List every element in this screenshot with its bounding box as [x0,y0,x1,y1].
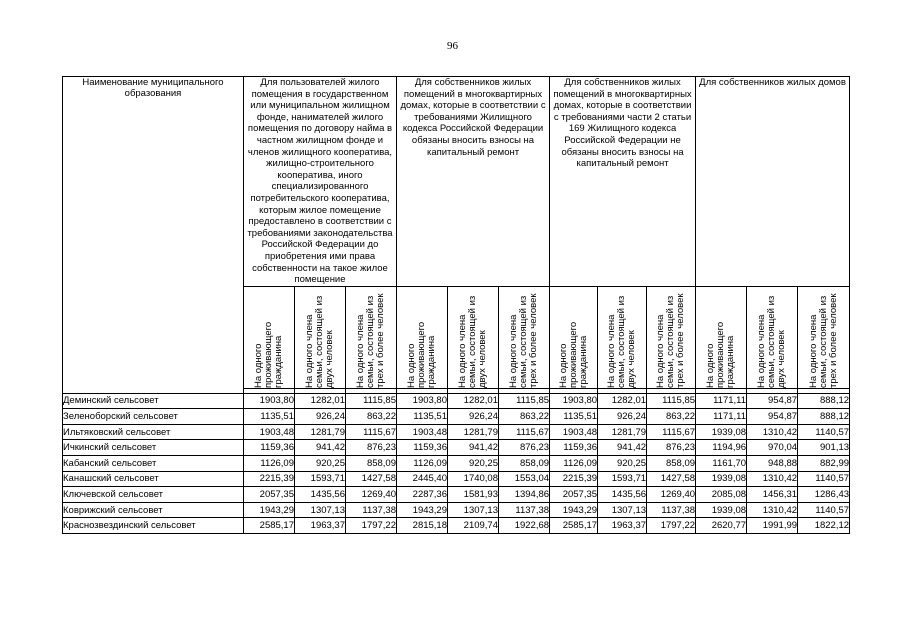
value-cell: 1939,08 [696,424,747,440]
value-cell: 1171,11 [696,409,747,425]
value-cell: 1126,09 [397,456,448,472]
value-cell: 1903,80 [550,393,598,409]
value-cell: 1435,56 [295,487,346,503]
value-cell: 1140,57 [798,502,850,518]
value-cell: 1797,22 [346,518,397,534]
value-cell: 1115,85 [499,393,550,409]
value-cell: 1281,79 [295,424,346,440]
table-row [63,409,850,425]
value-cell: 1135,51 [550,409,598,425]
value-cell: 1943,29 [244,502,295,518]
value-cell: 1939,08 [696,502,747,518]
tariff-table [62,76,850,534]
table-row [63,518,850,534]
subheader-label: На одного проживающего гражданина [253,321,284,388]
value-cell: 1135,51 [244,409,295,425]
value-cell: 1126,09 [550,456,598,472]
group-header-owners-no-capital-repair: Для собственников жилых помещений в многоквартирных домах, которые в соответствии с требованиями части 2 статьи 169 Жилищного кодекса Российской Федерации не обязаны вносить взносы на капитальный ремонт [550,77,696,287]
value-cell: 920,25 [448,456,499,472]
value-cell: 1310,42 [747,471,798,487]
value-cell: 1427,58 [647,471,696,487]
value-cell: 1394,86 [499,487,550,503]
subheader-g2-c3 [499,286,550,388]
subheader-label: На одного члена семьи, состоящей из двух человек [756,295,788,388]
value-cell: 2585,17 [244,518,295,534]
value-cell: 1991,99 [747,518,798,534]
value-cell: 2085,08 [696,487,747,503]
value-cell: 1115,85 [647,393,696,409]
value-cell: 920,25 [295,456,346,472]
subheader-g2-c1 [397,286,448,388]
value-cell: 858,09 [346,456,397,472]
value-cell: 1161,70 [696,456,747,472]
value-cell: 1903,80 [397,393,448,409]
value-cell: 1269,40 [647,487,696,503]
group-header-house-owners: Для собственников жилых домов [696,77,850,287]
municipality-name: Зеленоборский сельсовет [63,409,244,425]
value-cell: 1159,36 [550,440,598,456]
value-cell: 1581,93 [448,487,499,503]
value-cell: 1963,37 [598,518,647,534]
value-cell: 863,22 [647,409,696,425]
value-cell: 863,22 [499,409,550,425]
value-cell: 1922,68 [499,518,550,534]
value-cell: 888,12 [798,393,850,409]
value-cell: 920,25 [598,456,647,472]
subheader-label: На одного члена семьи, состоящей из двух человек [304,295,335,388]
value-cell: 1740,08 [448,471,499,487]
value-cell: 1822,12 [798,518,850,534]
value-cell: 1159,36 [397,440,448,456]
value-cell: 1307,13 [295,502,346,518]
value-cell: 1269,40 [346,487,397,503]
subheader-label: На одного члена семьи, состоящей из трех и более человек [655,293,687,388]
table-row [63,424,850,440]
value-cell: 1307,13 [598,502,647,518]
subheader-label: На одного члена семьи, состоящей из трех и более человек [508,293,540,388]
value-cell: 2287,36 [397,487,448,503]
value-cell: 1140,57 [798,424,850,440]
value-cell: 888,12 [798,409,850,425]
subheader-g4-c3 [798,286,850,388]
subheader-g3-c2 [598,286,647,388]
municipality-name: Деминский сельсовет [63,393,244,409]
value-cell: 2445,40 [397,471,448,487]
value-cell: 1797,22 [647,518,696,534]
value-cell: 1943,29 [397,502,448,518]
value-cell: 863,22 [346,409,397,425]
value-cell: 1903,48 [550,424,598,440]
value-cell: 882,99 [798,456,850,472]
value-cell: 1282,01 [295,393,346,409]
table-row [63,440,850,456]
value-cell: 941,42 [448,440,499,456]
value-cell: 970,04 [747,440,798,456]
value-cell: 1903,48 [244,424,295,440]
value-cell: 876,23 [499,440,550,456]
group-header-row [63,77,850,287]
table-row [63,471,850,487]
municipality-name: Ильтяковский сельсовет [63,424,244,440]
subheader-g3-c3 [647,286,696,388]
value-cell: 1137,38 [647,502,696,518]
value-cell: 876,23 [647,440,696,456]
group-header-tenants: Для пользователей жилого помещения в государственном или муниципальном жилищном фонде, нанимателей жилого помещения по договору найма в частном жилищном фонде и членов жилищного кооператива, жилищно-строительного кооператива, иного специализированного потребительского кооператива, которым жилое помещение предоставлено в соответствии с требованиями законодательства Российской Федерации до приобретения ими права собственности на такое жилое помещение [244,77,397,287]
subheader-label: На одного члена семьи, состоящей из трех и более человек [807,293,839,388]
value-cell: 1307,13 [448,502,499,518]
subheader-label: На одного члена семьи, состоящей из двух человек [457,295,488,388]
value-cell: 1115,67 [346,424,397,440]
value-cell: 1140,57 [798,471,850,487]
subheader-g3-c1 [550,286,598,388]
subheader-g1-c2 [295,286,346,388]
subheader-g4-c1 [696,286,747,388]
value-cell: 2815,18 [397,518,448,534]
value-cell: 1939,08 [696,471,747,487]
subheader-label: На одного проживающего гражданина [705,321,737,388]
subheader-label: На одного члена семьи, состоящей из двух человек [606,295,638,388]
value-cell: 1171,11 [696,393,747,409]
value-cell: 1194,96 [696,440,747,456]
value-cell: 926,24 [598,409,647,425]
value-cell: 1593,71 [295,471,346,487]
value-cell: 1137,38 [499,502,550,518]
value-cell: 1126,09 [244,456,295,472]
value-cell: 858,09 [499,456,550,472]
subheader-g2-c2 [448,286,499,388]
value-cell: 926,24 [448,409,499,425]
value-cell: 858,09 [647,456,696,472]
value-cell: 876,23 [346,440,397,456]
municipality-header: Наименование муниципального образования [63,77,244,394]
value-cell: 1310,42 [747,502,798,518]
value-cell: 1115,67 [499,424,550,440]
municipality-name: Ичкинский сельсовет [63,440,244,456]
value-cell: 954,87 [747,393,798,409]
value-cell: 941,42 [295,440,346,456]
value-cell: 1593,71 [598,471,647,487]
value-cell: 2057,35 [550,487,598,503]
table-row [63,393,850,409]
value-cell: 1137,38 [346,502,397,518]
value-cell: 1903,48 [397,424,448,440]
municipality-name: Кабанский сельсовет [63,456,244,472]
table-row [63,487,850,503]
value-cell: 1135,51 [397,409,448,425]
value-cell: 901,13 [798,440,850,456]
value-cell: 1286,43 [798,487,850,503]
value-cell: 2585,17 [550,518,598,534]
subheader-g4-c2 [747,286,798,388]
value-cell: 2215,39 [244,471,295,487]
value-cell: 1963,37 [295,518,346,534]
value-cell: 1282,01 [598,393,647,409]
value-cell: 954,87 [747,409,798,425]
value-cell: 1115,67 [647,424,696,440]
table-row [63,502,850,518]
value-cell: 2620,77 [696,518,747,534]
subheader-label: На одного члена семьи, состоящей из трех и более человек [355,293,386,388]
value-cell: 1553,04 [499,471,550,487]
value-cell: 2109,74 [448,518,499,534]
value-cell: 1435,56 [598,487,647,503]
table-row [63,456,850,472]
value-cell: 1159,36 [244,440,295,456]
value-cell: 1943,29 [550,502,598,518]
page-number: 96 [447,40,458,52]
value-cell: 2215,39 [550,471,598,487]
value-cell: 1282,01 [448,393,499,409]
subheader-label: На одного проживающего гражданина [406,321,437,388]
value-cell: 941,42 [598,440,647,456]
subheader-g1-c3 [346,286,397,388]
value-cell: 1427,58 [346,471,397,487]
value-cell: 1115,85 [346,393,397,409]
value-cell: 1281,79 [448,424,499,440]
subheader-label: На одного проживающего гражданина [557,321,589,388]
municipality-name: Краснозвездинский сельсовет [63,518,244,534]
value-cell: 948,88 [747,456,798,472]
value-cell: 1456,31 [747,487,798,503]
municipality-name: Коврижский сельсовет [63,502,244,518]
group-header-owners-capital-repair: Для собственников жилых помещений в многоквартирных домах, которые в соответствии с требованиями Жилищного кодекса Российской Федерации обязаны вносить взносы на капитальный ремонт [397,77,550,287]
subheader-g1-c1 [244,286,295,388]
value-cell: 926,24 [295,409,346,425]
municipality-name: Канашский сельсовет [63,471,244,487]
value-cell: 1281,79 [598,424,647,440]
value-cell: 1903,80 [244,393,295,409]
value-cell: 1310,42 [747,424,798,440]
value-cell: 2057,35 [244,487,295,503]
municipality-name: Ключевской сельсовет [63,487,244,503]
